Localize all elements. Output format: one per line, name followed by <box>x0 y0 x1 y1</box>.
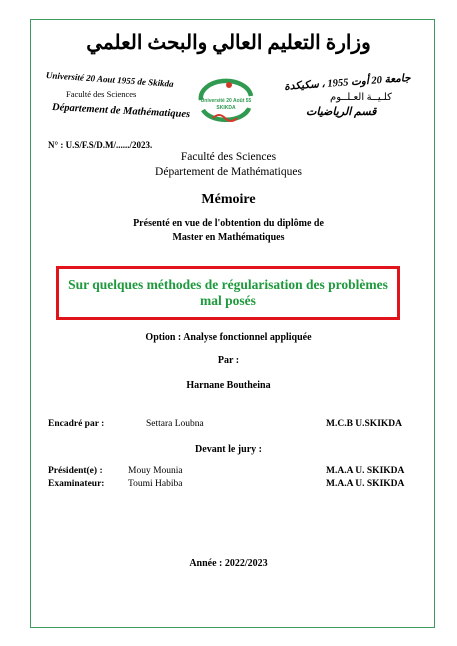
jury-examiner-institution: M.A.A U. SKIKDA <box>326 479 405 489</box>
jury-president-institution: M.A.A U. SKIKDA <box>326 466 405 476</box>
supervisor-label: Encadré par : <box>48 419 105 429</box>
option-line: Option : Analyse fonctionnel appliquée <box>145 332 312 343</box>
thesis-title: Sur quelques méthodes de régularisation des problèmes mal posés <box>68 277 388 308</box>
presented-line-2: Master en Mathématiques <box>172 232 285 243</box>
university-name-ar: جامعة 20 أوت 1955 ، سكيكدة <box>283 73 411 93</box>
department-name-fr: Département de Mathématiques <box>51 102 191 121</box>
university-name-fr: Université 20 Aout 1955 de Skikda <box>45 70 174 89</box>
jury-president-name: Mouy Mounia <box>128 466 183 476</box>
department-name-ar: قسم الرياضيات <box>306 106 377 118</box>
faculty-name-ar: كلـيــة العـلــوم <box>330 92 392 103</box>
ministry-title-arabic: وزارة التعليم العالي والبحث العلمي <box>86 32 371 54</box>
author-name: Harnane Boutheina <box>186 380 271 391</box>
emblem-text-bottom: SKIKDA <box>216 105 236 111</box>
jury-examiner-label: Examinateur: <box>48 479 105 489</box>
document-type: Mémoire <box>201 192 256 207</box>
faculty-heading: Faculté des Sciences <box>180 151 277 163</box>
reference-number: N° : U.S/F.S/D.M/....../2023. <box>48 140 153 150</box>
jury-examiner-name: Toumi Habiba <box>128 479 183 489</box>
thesis-title-box <box>56 266 400 320</box>
supervisor-name: Settara Loubna <box>146 419 204 429</box>
faculty-name-fr: Faculté des Sciences <box>66 89 137 99</box>
jury-president-label: Président(e) : <box>48 466 103 476</box>
academic-year: Année : 2022/2023 <box>189 558 268 569</box>
presented-line-1: Présenté en vue de l'obtention du diplôme de <box>133 218 324 229</box>
jury-heading: Devant le jury : <box>195 444 262 455</box>
emblem-text-top: Université 20 Août 55 <box>200 98 252 104</box>
supervisor-institution: M.C.B U.SKIKDA <box>326 419 403 429</box>
university-emblem-icon <box>193 78 259 128</box>
by-label: Par : <box>217 355 240 366</box>
department-heading: Département de Mathématiques <box>155 166 302 178</box>
